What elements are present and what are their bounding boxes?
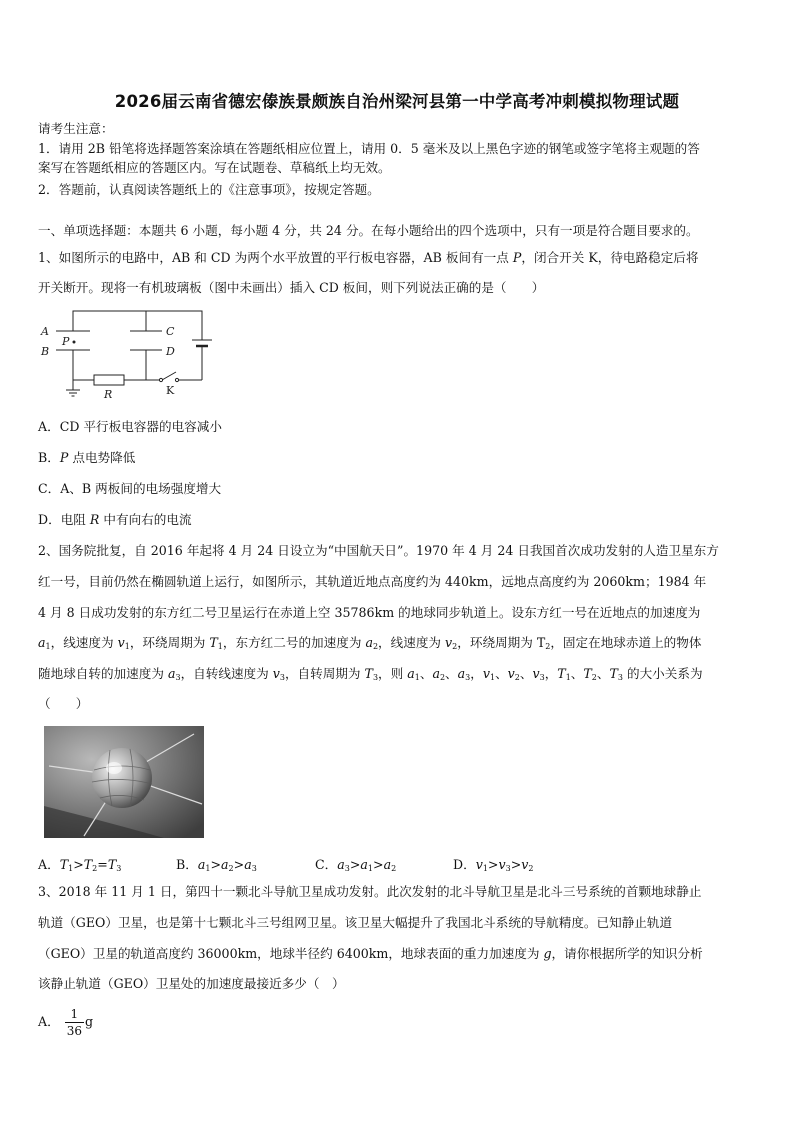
q2-stem-line-6: （ ） (38, 696, 89, 711)
notice-item-1-line-2: 案写在答题纸相应的答题区内。写在试题卷、草稿纸上均无效。 (38, 160, 391, 175)
notice-heading: 请考生注意： (38, 121, 114, 136)
q2-option-c: C．$a_3>a_1>a_2$ (315, 857, 397, 873)
q2-option-b: B．$a_1>a_2>a_3$ (176, 857, 257, 873)
q1-option-c: C．A、B 两板间的电场强度增大 (38, 481, 222, 496)
q1-stem-line-1: 1、如图所示的电路中，AB 和 CD 为两个水平放置的平行板电容器，AB 板间有一点 P，闭合开关 K，待电路稳定后将 (38, 250, 699, 265)
label-k: K (166, 384, 175, 397)
label-d: D (166, 345, 175, 358)
q3-stem-line-4: 该静止轨道（GEO）卫星处的加速度最接近多少（ ） (38, 976, 345, 991)
q2-option-a: A．$T_1>T_2=T_3$ (38, 857, 122, 873)
page-title: 2026届云南省德宏傣族景颇族自治州梁河县第一中学高考冲刺模拟物理试题 (114, 92, 680, 111)
point-p-label: P (512, 250, 522, 265)
notice-item-2: 2．答题前，认真阅读答题纸上的《注意事项》，按规定答题。 (38, 182, 380, 197)
q2-stem-line-1: 2、国务院批复，自 2016 年起将 4 月 24 日设立为“中国航天日”。1970 年 4 月 24 日我国首次成功发射的人造卫星东方 (38, 543, 719, 558)
q2-option-d: D．$v_1>v_3>v_2$ (453, 857, 534, 873)
q1-stem-line-2: 开关断开。现将一有机玻璃板（图中未画出）插入 CD 板间，则下列说法正确的是（ ） (38, 280, 545, 295)
label-c: C (166, 325, 175, 338)
fraction: $\frac{1}{36}$ (66, 1007, 82, 1038)
q2-stem-line-5: 随地球自转的加速度为 $a_3$，自转线速度为 $v_3$，自转周期为 $T_3$，则 $a_1$、$a_2$、$a_3$，$v_1$、$v_2$、$v_3$，$T_1$、$T_2$、$T_3$ 的大小关系为 (38, 666, 703, 682)
q1-option-d: D．电阻 R 中有向右的电流 (38, 512, 192, 527)
q2-stem-line-3: 4 月 8 日成功发射的东方红二号卫星运行在赤道上空 35786km 的地球同步轨道上。设东方红一号在近地点的加速度为 (38, 605, 701, 620)
q3-stem-line-3: （GEO）卫星的轨道高度约 36000km，地球半径约 6400km，地球表面的重力加速度为 g，请你根据所学的知识分析 (38, 946, 703, 961)
q3-stem-line-1: 3、2018 年 11 月 1 日，第四十一颗北斗导航卫星成功发射。此次发射的北斗导航卫星是北斗三号系统的首颗地球静止 (38, 884, 702, 899)
q1-option-a: A．CD 平行板电容器的电容减小 (38, 419, 222, 434)
q3-stem-line-2: 轨道（GEO）卫星，也是第十七颗北斗三号组网卫星。该卫星大幅提升了我国北斗系统的导航精度。已知静止轨道 (38, 915, 673, 930)
label-p: P (62, 335, 70, 348)
label-r: R (104, 388, 113, 400)
label-b: B (41, 345, 50, 358)
label-a: A (41, 325, 49, 338)
q2-stem-line-4: $a_1$，线速度为 $v_1$，环绕周期为 $T_1$，东方红二号的加速度为 $a_2$，线速度为 $v_2$，环绕周期为 $T_2$，固定在地球赤道上的物体 (38, 635, 702, 651)
notice-item-1-line-1: 1．请用 2B 铅笔将选择题答案涂填在答题纸相应位置上，请用 0．5 毫米及以上黑色字迹的钢笔或签字笔将主观题的答 (38, 141, 700, 156)
q1-option-b: B．P 点电势降低 (38, 450, 136, 465)
section-heading: 一、单项选择题：本题共 6 小题，每小题 4 分，共 24 分。在每小题给出的四个选项中，只有一项是符合题目要求的。 (38, 223, 699, 238)
q3-option-a: A． $\frac{1}{36}$ g (38, 1007, 94, 1038)
satellite-photo (44, 726, 204, 838)
q2-stem-line-2: 红一号，目前仍然在椭圆轨道上运行，如图所示，其轨道近地点高度约为 440km，远地点高度约为 2060km；1984 年 (38, 574, 707, 589)
circuit-diagram (38, 308, 218, 400)
point-p-dot (73, 341, 76, 344)
